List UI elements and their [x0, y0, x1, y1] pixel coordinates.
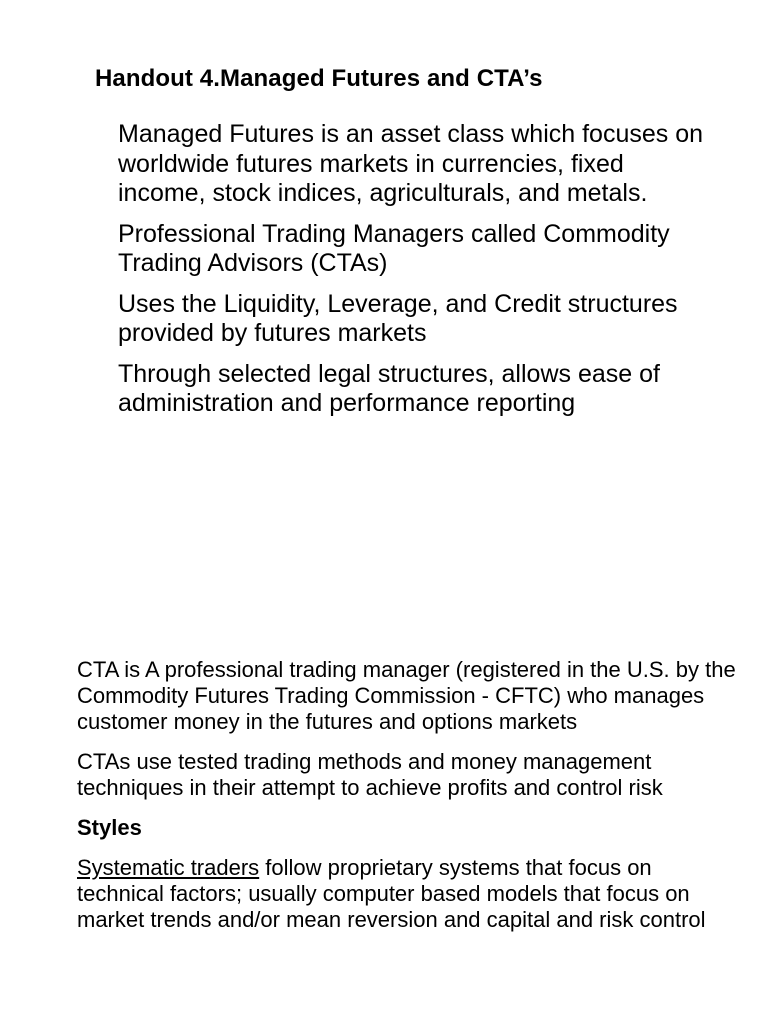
- systematic-traders-paragraph: [77, 855, 737, 933]
- key-point-liquidity: Uses the Liquidity, Leverage, and Credit structures provided by futures markets: [118, 289, 678, 347]
- styles-heading: Styles: [77, 815, 142, 840]
- key-point-cta-managers: Professional Trading Managers called Commodity Trading Advisors (CTAs): [118, 219, 670, 277]
- key-point-legal-structures: Through selected legal structures, allows ease of administration and performance reporting: [118, 359, 660, 417]
- key-points-list: [118, 120, 718, 430]
- systematic-traders-term: Systematic traders: [77, 855, 260, 880]
- cta-definition-paragraph: CTA is A professional trading manager (registered in the U.S. by the Commodity Futures Trading Commission - CFTC) who manages customer money in the futures and options markets: [77, 657, 736, 734]
- page-title: Handout 4.Managed Futures and CTA’s: [95, 65, 543, 92]
- systematic-traders-text: follow proprietary systems that focus on technical factors; usually computer based models that focus on market trends and/or mean reversion and capital and risk control: [77, 855, 706, 932]
- cta-description: [77, 657, 737, 947]
- key-point-asset-class: Managed Futures is an asset class which focuses on worldwide futures markets in currencies, fixed income, stock indices, agriculturals, and metals.: [118, 120, 704, 207]
- cta-methods-paragraph: CTAs use tested trading methods and money management techniques in their attempt to achieve profits and control risk: [77, 749, 663, 800]
